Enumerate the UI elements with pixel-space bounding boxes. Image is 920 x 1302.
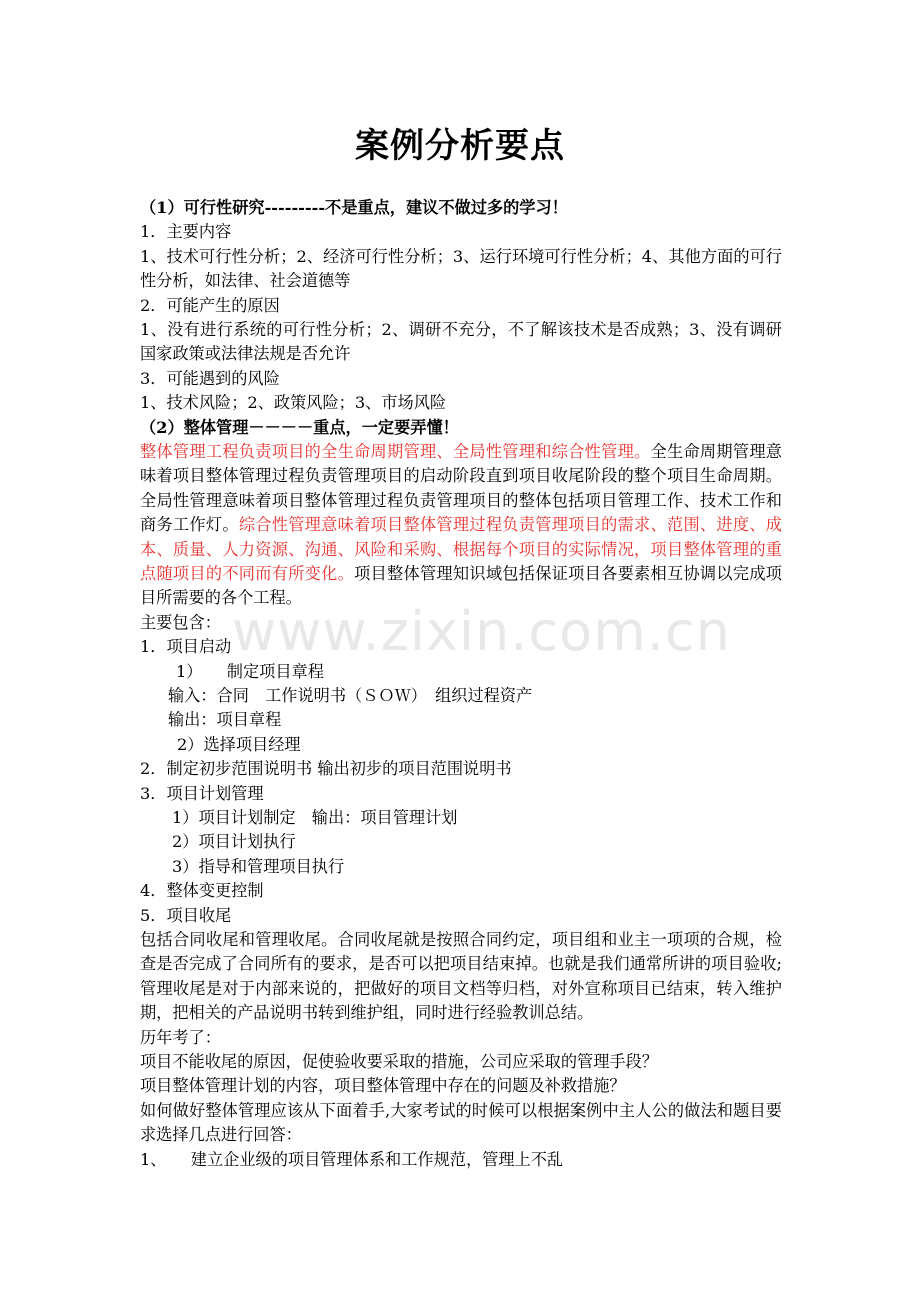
intro-black-1: 全生命周期管理意味着项目整体管理过程负责管理项目的启动阶段直到项目收尾阶段的整个项目生命周期。全局性管理意味着项目整体管理过程负责管理项目的整体包括项目管理工作、技术工作和商务工作灯。 (140, 441, 782, 535)
intro-red-1: 整体管理工程负责项目的全生命周期管理、全局性管理和综合性管理。 (140, 441, 651, 461)
section2-heading: （2）整体管理－－－－重点，一定要弄懂！ (140, 417, 459, 437)
list-item-3-1: 1）项目计划制定 输出：项目管理计划 (172, 807, 458, 827)
howto-paragraph: 如何做好整体管理应该从下面着手,大家考试的时候可以根据案例中主人公的做法和题目要求选择几点进行回答： (140, 1100, 782, 1145)
document-body (140, 196, 782, 1172)
list-item-1: 1．项目启动 (140, 637, 232, 657)
exam-question-2: 项目整体管理计划的内容，项目整体管理中存在的问题及补救措施？ (140, 1076, 626, 1096)
list-item-1-1: 1） 制定项目章程 (176, 661, 324, 681)
list-item-3-3: 3）指导和管理项目执行 (172, 856, 345, 876)
section1-body-2: 1、没有进行系统的可行性分析；2、调研不充分，不了解该技术是否成熟；3、没有调研国家政策或法律法规是否允许 (140, 319, 782, 364)
section1-subheading-3: 3．可能遇到的风险 (140, 368, 280, 388)
section1-body-1: 1、技术可行性分析；2、经济可行性分析；3、运行环境可行性分析；4、其他方面的可行性分析，如法律、社会道德等 (140, 246, 782, 291)
intro-red-2: 综合性管理意味着项目整体管理过程负责管理项目的需求、范围、进度、成本、质量、人力资源、沟通、风险和采购、根据每个项目的实际情况，项目整体管理的重点随项目的不同而有所变化。 (140, 515, 782, 583)
list-item-2: 2．制定初步范围说明书 输出初步的项目范围说明书 (140, 759, 512, 779)
list-item-1-output: 输出：项目章程 (168, 710, 282, 730)
section1-body-3: 1、技术风险；2、政策风险；3、市场风险 (140, 393, 447, 413)
list-item-4: 4．整体变更控制 (140, 881, 264, 901)
exam-question-1: 项目不能收尾的原因，促使验收要采取的措施，公司应采取的管理手段？ (140, 1051, 658, 1071)
list-item-3: 3．项目计划管理 (140, 783, 264, 803)
list-item-1-input: 输入：合同 工作说明书（ＳＯＷ） 组织过程资产 (168, 685, 533, 705)
section1-subheading-2: 2．可能产生的原因 (140, 295, 280, 315)
section1-subheading-1: 1．主要内容 (140, 222, 232, 242)
page-title: 案例分析要点 (355, 126, 565, 166)
point-1: 1、 建立企业级的项目管理体系和工作规范，管理上不乱 (140, 1149, 564, 1169)
includes-label: 主要包含： (140, 612, 221, 632)
list-item-5: 5．项目收尾 (140, 905, 232, 925)
list-item-3-2: 2）项目计划执行 (172, 832, 296, 852)
section2-intro (140, 440, 782, 611)
intro-black-2: 项目整体管理知识域包括保证项目各要素相互协调以完成项目所需要的各个工程。 (140, 564, 782, 608)
watermark: www.zixin.com.cn (232, 600, 731, 663)
list-item-1-2: 2）选择项目经理 (177, 734, 301, 754)
closing-paragraph: 包括合同收尾和管理收尾。合同收尾就是按照合同约定，项目组和业主一项项的合规，检查是否完成了合同所有的要求，是否可以把项目结束掉。也就是我们通常所讲的项目验收;管理收尾是对于内部来说的，把做好的项目文档等归档，对外宣称项目已结束，转入维护期，把相关的产品说明书转到维护组，同时进行经验教训总结。 (140, 929, 782, 1023)
exam-label: 历年考了： (140, 1027, 221, 1047)
section1-heading: （1）可行性研究---------不是重点，建议不做过多的学习！ (140, 198, 568, 217)
